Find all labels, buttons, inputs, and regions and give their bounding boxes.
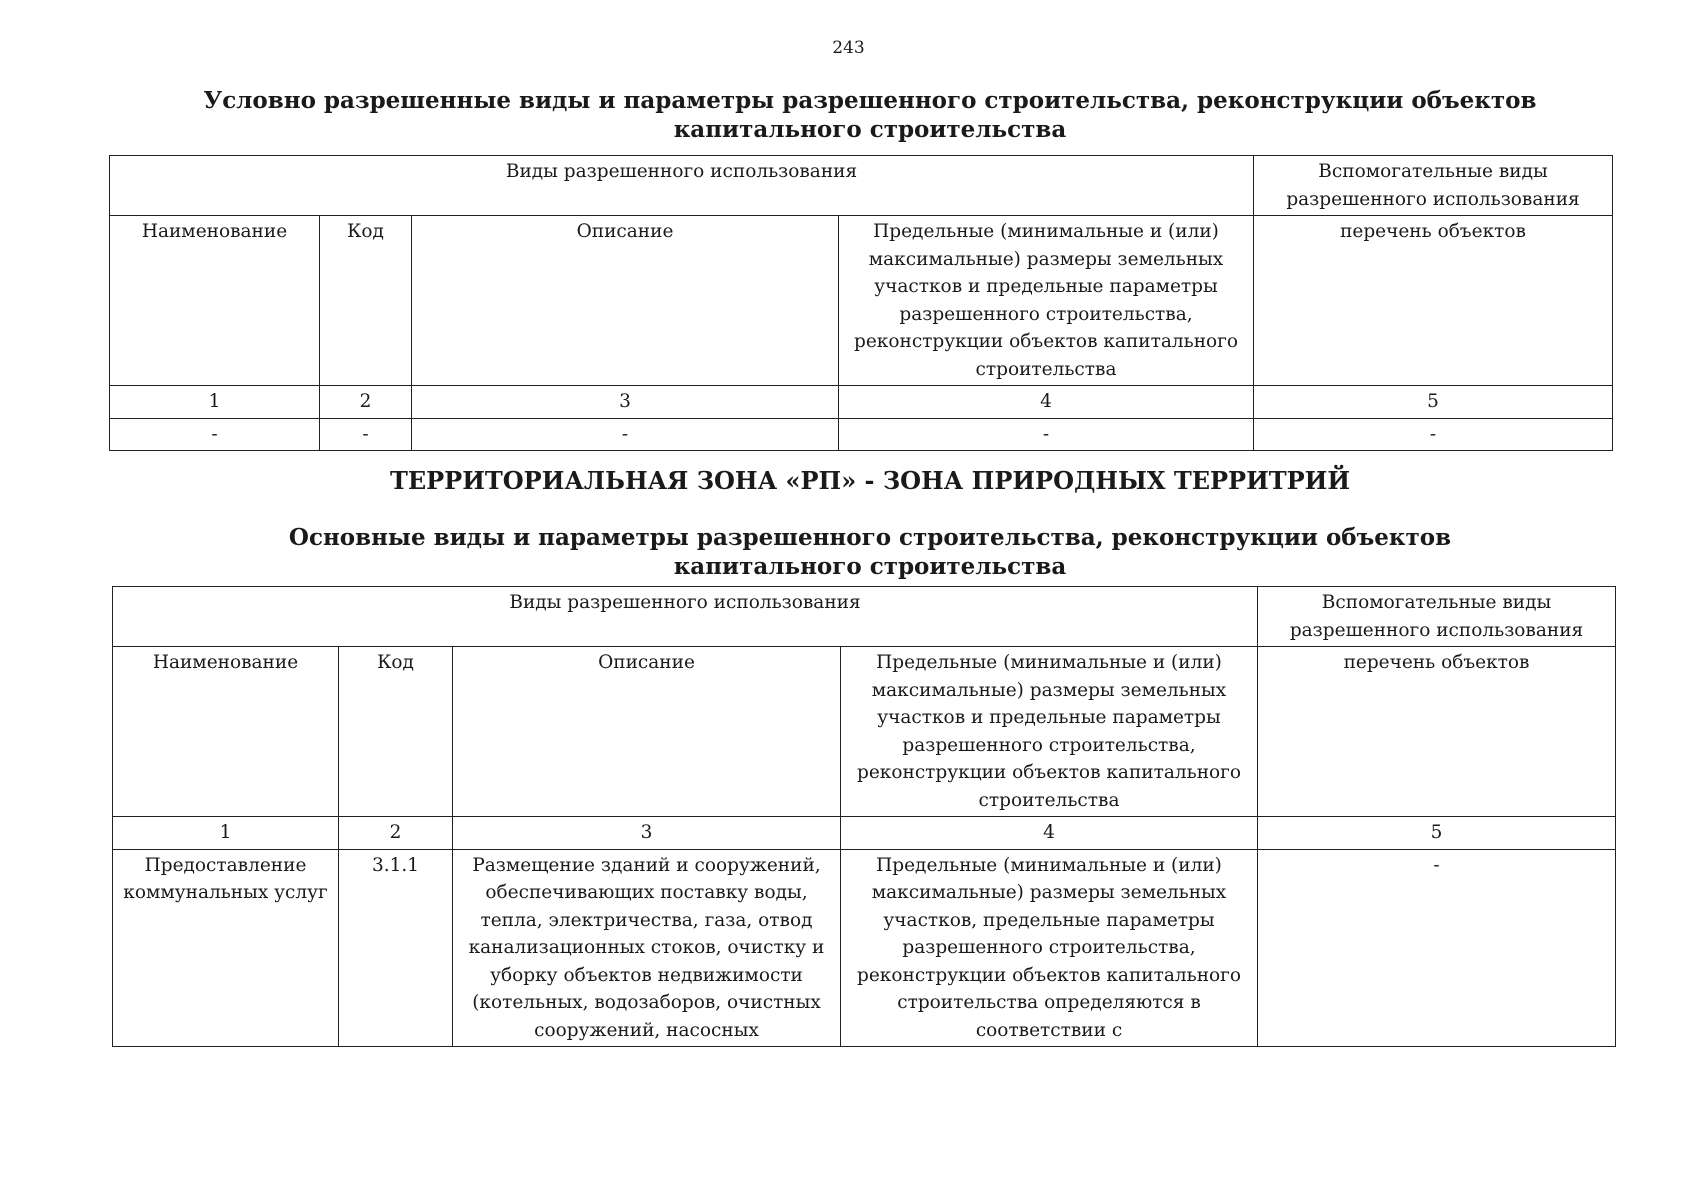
col-number: 3	[453, 817, 841, 850]
use-code-cell: 3.1.1	[339, 849, 453, 1047]
group-header: Виды разрешенного использования	[113, 587, 1258, 647]
col-number: 1	[113, 817, 339, 850]
col-header-name: Наименование	[113, 647, 339, 817]
table-header-row	[110, 156, 1613, 216]
conditional-uses-table	[109, 155, 1613, 451]
col-number: 5	[1254, 386, 1613, 419]
table-cell: -	[110, 418, 320, 451]
use-limits-cell: Предельные (минимальные и (или) максимальные) размеры земельных участков, предельные параметры разрешенного строительства, реконструкции объектов капитального строительства определяются в соответствии с	[841, 849, 1258, 1047]
col-number: 4	[841, 817, 1258, 850]
aux-header: Вспомогательные виды разрешенного использования	[1254, 156, 1613, 216]
page-number: 243	[832, 38, 865, 58]
col-header-code: Код	[339, 647, 453, 817]
col-header-objects: перечень объектов	[1258, 647, 1616, 817]
col-header-name: Наименование	[110, 216, 320, 386]
col-number: 5	[1258, 817, 1616, 850]
use-objects-cell: -	[1258, 849, 1616, 1047]
aux-header: Вспомогательные виды разрешенного использования	[1258, 587, 1616, 647]
table-header-row	[113, 587, 1616, 647]
col-header-limits: Предельные (минимальные и (или) максимальные) размеры земельных участков и предельные параметры разрешенного строительства, реконструкции объектов капитального строительства	[841, 647, 1258, 817]
table-row	[110, 418, 1613, 451]
main-uses-table	[112, 586, 1616, 1047]
column-number-row	[113, 817, 1616, 850]
table-cell: -	[839, 418, 1254, 451]
section1-title: Условно разрешенные виды и параметры разрешенного строительства, реконструкции объектов капитального строительства	[203, 87, 1537, 143]
col-number: 3	[412, 386, 839, 419]
col-number: 4	[839, 386, 1254, 419]
col-number: 2	[320, 386, 412, 419]
col-header-description: Описание	[453, 647, 841, 817]
group-header: Виды разрешенного использования	[110, 156, 1254, 216]
zone-title: ТЕРРИТОРИАЛЬНАЯ ЗОНА «РП» - ЗОНА ПРИРОДНЫХ ТЕРРИТРИЙ	[389, 466, 1351, 495]
table-header-row	[110, 216, 1613, 386]
column-number-row	[110, 386, 1613, 419]
table-cell: -	[412, 418, 839, 451]
table-row	[113, 849, 1616, 1047]
use-description-cell: Размещение зданий и сооружений, обеспечивающих поставку воды, тепла, электричества, газа, отвод канализационных стоков, очистку и уборку объектов недвижимости (котельных, водозаборов, очистных сооружений, насосных	[453, 849, 841, 1047]
section2-title: Основные виды и параметры разрешенного строительства, реконструкции объектов капитального строительства	[288, 524, 1452, 580]
table-cell: -	[1254, 418, 1613, 451]
col-number: 1	[110, 386, 320, 419]
table-header-row	[113, 647, 1616, 817]
col-number: 2	[339, 817, 453, 850]
use-name-cell: Предоставление коммунальных услуг	[113, 849, 339, 1047]
col-header-description: Описание	[412, 216, 839, 386]
col-header-objects: перечень объектов	[1254, 216, 1613, 386]
col-header-limits: Предельные (минимальные и (или) максимальные) размеры земельных участков и предельные параметры разрешенного строительства, реконструкции объектов капитального строительства	[839, 216, 1254, 386]
col-header-code: Код	[320, 216, 412, 386]
table-cell: -	[320, 418, 412, 451]
